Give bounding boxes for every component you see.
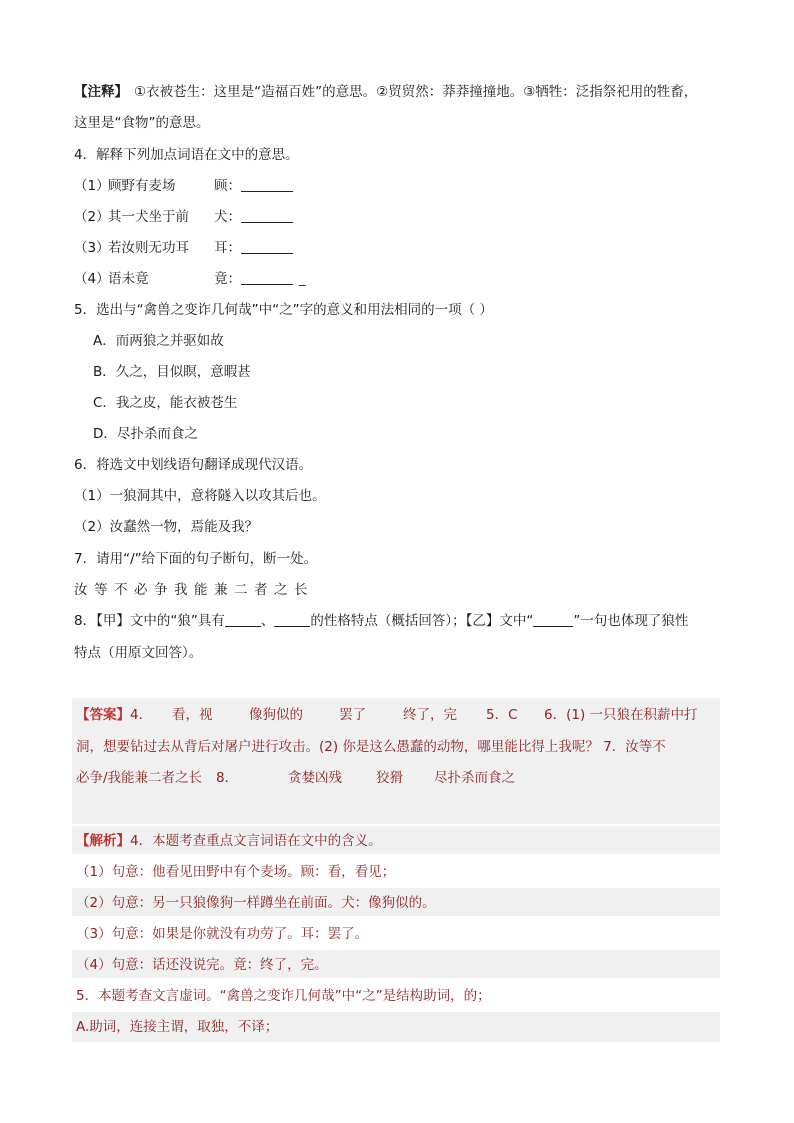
answer-blank[interactable] [241, 239, 293, 254]
q5-option-c: C．我之皮，能衣被苍生 [93, 395, 238, 411]
answer-item: 看，视 [172, 707, 213, 723]
answer-item: 6．(1) 一只狼在积薪中打 [544, 707, 698, 723]
answer-blank[interactable] [241, 270, 293, 285]
q5-option-a: A．而两狼之并驱如故 [93, 333, 224, 349]
answer-blank[interactable] [241, 177, 293, 192]
answer-line-2: 洞，想要钻过去从背后对屠户进行攻击。(2) 你是这么愚蠢的动物，哪里能比得上我呢？ 7．汝等不 [76, 739, 666, 755]
notes-text-2: 这里是“食物”的意思。 [74, 115, 210, 131]
analysis-text: 4．本题考查重点文言词语在文中的含义。 [130, 833, 382, 849]
q4-item-sentence: 顾野有麦场 [108, 178, 176, 194]
answer-item: 8． [216, 770, 239, 786]
q5-stem: 5．选出与“禽兽之变诈几何哉”中“之”字的意义和用法相同的一项（ ） [74, 302, 493, 318]
q6-stem: 6．将选文中划线语句翻译成现代汉语。 [74, 457, 313, 473]
q4-item-4 [74, 269, 724, 289]
answer-item: 5．C [486, 707, 518, 723]
answer-item: 必争/我能兼二者之长 [76, 770, 203, 786]
answer-blank[interactable] [533, 612, 573, 627]
q4-item-sentence: 其一犬坐于前 [108, 209, 189, 225]
q5-option-d: D．尽扑杀而食之 [93, 426, 198, 442]
q6-item-1: （1）一狼洞其中，意将隧入以攻其后也。 [74, 488, 326, 504]
analysis-line-6: 5．本题考查文言虚词。“禽兽之变诈几何哉”中“之”是结构助词，的； [76, 988, 491, 1004]
answer-blank[interactable] [274, 612, 310, 627]
q8-line-2: 特点（用原文回答）。 [74, 645, 203, 661]
q8-part-1: 8．【甲】文中的“狼”具有 [74, 613, 225, 629]
notes-line-1 [74, 82, 724, 102]
analysis-line-3: （2）句意：另一只狼像狗一样蹲坐在前面。犬：像狗似的。 [76, 895, 436, 911]
notes-text-1: ①衣被苍生：这里是“造福百姓”的意思。②贸贸然：莽莽撞撞地。③牺牲：泛指祭祀用的牲畜， [134, 84, 698, 100]
analysis-line-7: A.助词，连接主谓，取独，不译； [76, 1019, 279, 1035]
q4-item-word: 犬： [214, 209, 241, 225]
q4-item-num: （1） [74, 178, 110, 194]
notes-line-2 [74, 113, 724, 133]
answer-item: 像狗似的 [249, 707, 303, 723]
answer-line-3 [76, 768, 515, 788]
q4-item-num: （3） [74, 240, 110, 256]
q4-item-sentence: 若汝则无功耳 [108, 240, 189, 256]
q4-item-2 [74, 207, 724, 227]
analysis-label: 【解析】 [76, 833, 130, 849]
q4-item-word: 竟： [214, 271, 241, 287]
answer-blank[interactable] [241, 208, 293, 223]
answer-item: 狡猾 [376, 770, 403, 786]
answer-blank[interactable] [225, 612, 261, 627]
analysis-line-4: （3）句意：如果是你就没有功劳了。耳：罢了。 [76, 926, 369, 942]
q6-item-2: （2）汝蠢然一物，焉能及我？ [74, 519, 259, 535]
q4-item-num: （4） [74, 271, 110, 287]
answer-item: 罢了 [339, 707, 366, 723]
answer-item: 4． [130, 707, 153, 723]
analysis-line-1 [76, 831, 382, 851]
q4-item-word: 顾： [214, 178, 241, 194]
q7-sentence: 汝等不必争我能兼二者之长 [74, 582, 314, 598]
q4-stem: 4．解释下列加点词语在文中的意思。 [74, 147, 299, 163]
q7-stem: 7．请用“/”给下面的句子断句，断一处。 [74, 551, 318, 567]
q8-line-1 [74, 611, 724, 631]
q4-tail: _ [299, 271, 306, 287]
q4-item-3 [74, 238, 724, 258]
q4-item-word: 耳： [214, 240, 241, 256]
answer-line-1 [76, 705, 698, 725]
notes-label: 【注释】 [74, 84, 128, 100]
q8-part-2: 的性格特点（概括回答）；【乙】文中“ [310, 613, 534, 629]
q4-item-num: （2） [74, 209, 110, 225]
analysis-line-2: （1）句意：他看见田野中有个麦场。顾：看，看见； [76, 864, 396, 880]
q4-item-sentence: 语未竟 [108, 271, 149, 287]
answer-label: 【答案】 [76, 707, 130, 723]
answer-item: 尽扑杀而食之 [434, 770, 515, 786]
q5-option-b: B．久之，目似瞑，意暇甚 [93, 364, 251, 380]
answer-item: 终了，完 [403, 707, 457, 723]
q8-sep: 、 [260, 613, 275, 629]
q8-part-3: ”一句也体现了狼性 [573, 613, 689, 629]
analysis-line-5: （4）句意：话还没说完。竟：终了，完。 [76, 957, 328, 973]
answer-item: 贪婪凶残 [288, 770, 342, 786]
q4-item-1 [74, 176, 724, 196]
